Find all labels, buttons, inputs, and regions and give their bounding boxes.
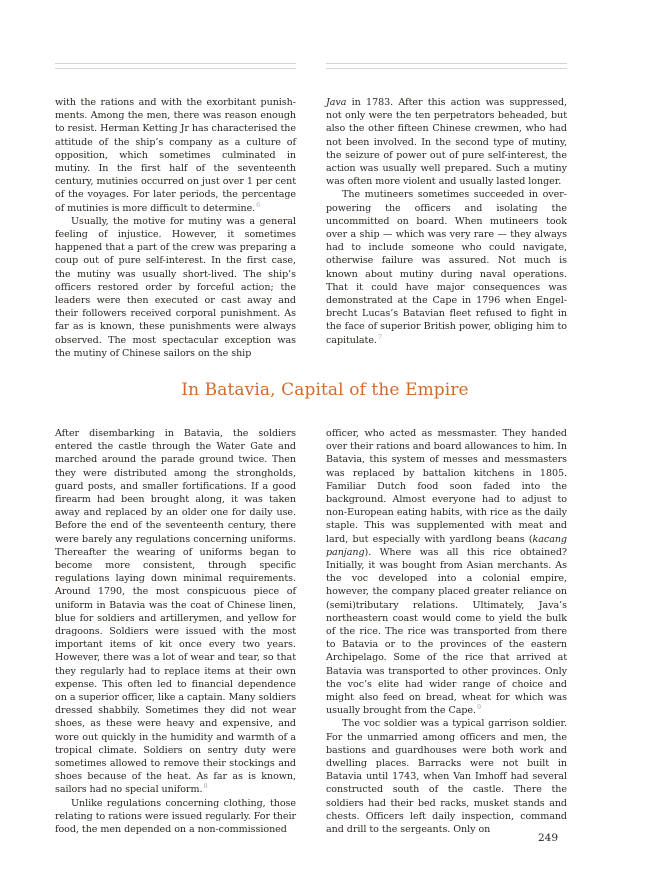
top-rule-right [326,63,567,69]
paragraph: Java in 1783. After this action was suppressed, not only were the ten perpetrators beheaded, but also the other fifteen Chinese crewmen, who had not been involved. In the second type of mutiny, the seizure of power out of pure self-interest, the action was usually well prepared. Such a mutiny was often more violent and usually lasted longer. [326,97,567,188]
paragraph: with the rations and with the exorbitant punishments. Among the men, there was reason enough to resist. Herman Ketting Jr has characterised the attitude of the ship’s company as a culture of opposition, which sometimes culminated in mutiny. In the first half of the seventeenth century, mutinies occurred on just over 1 per cent of the voyages. For later periods, the percentage of mutinies is more difficult to determine.$^6$ [55,97,296,214]
paragraph: After disembarking in Batavia, the soldiers entered the castle through the Water Gate and marched around the parade ground twice. Then they were distributed among the strongholds, guard posts, and smaller fortifications. If a good firearm had been brought along, it was taken away and replaced by an older one for daily use. Before the end of the seventeenth century, there were barely any regulations concerning uniforms. Thereafter the wearing of uniforms began to become more consistent, through specific regulations laying down minimal requirements. Around 1790, the most conspicuous piece of uniform in Batavia was the coat of Chinese linen, blue for soldiers and artillerymen, and yellow for dragoons. Soldiers were issued with the most important items of kit once every two years. However, there was a lot of wear and tear, so that they regularly had to replace items at their own expense. This often led to financial dependence on a superior officer, like a captain. Many soldiers dressed shabbily. Sometimes they did not wear shoes, as these were heavy and expensive, and wore out quickly in the humidity and warmth of a tropical climate. Soldiers on sentry duty were sometimes allowed to remove their stockings and shoes because of the heat. As far as is known, sailors had no special uniform.$^8$ [55,428,296,796]
ship-name: Java [326,97,347,108]
bottom-right-column [326,427,567,836]
paragraph: Usually, the motive for mutiny was a general feeling of injustice. However, it sometimes happened that a part of the crew was preparing a coup out of pure self-interest. In the first case, the mutiny was usually short-lived. The ship’s officers restored order by forceful action; the leaders were then executed or cast away and their followers received corporal punishment. As far as is known, these punishments were always observed. The most spectacular exception was the mutiny of Chinese sailors on the ship [55,215,296,359]
footnote-ref[interactable]: 8 [203,782,208,791]
paragraph: officer, who acted as messmaster. They handed over their rations and board allowances to him. In Batavia, this system of messes and messmasters was replaced by battalion kitchens in 1805. Familiar Dutch food soon faded into the background. Almost everyone had to adjust to non-European eating habits, with rice as the daily staple. This was supplemented with meat and lard, but especially with yardlong beans (kacang panjang). Where was all this rice obtained? Initially, it was bought from Asian merchants. As the voc developed into a colonial empire, however, the company placed greater reliance on (semi)tributary relations. Ultimately, Java’s northeastern coast would come to yield the bulk of the rice. The rice was transported from there to Batavia or to the provinces of the eastern Archipelago. Some of the rice that arrived at Batavia was transported to other provinces. Only the voc’s elite had wider range of choice and might also feed on bread, wheat for which was usually brought from the Cape.$^9$ [326,428,567,717]
italic-term: kacang panjang [326,533,567,558]
bottom-left-column [55,427,296,836]
top-rule-left [55,63,296,69]
footnote-ref[interactable]: 9 [477,703,482,712]
top-right-column [326,96,567,347]
paragraph: The mutineers sometimes succeeded in overpowering the officers and isolating the uncommitted on board. When mutineers took over a ship — which was very rare — they always had to include someone who could navigate, otherwise failure was assured. Not much is known about mutiny during naval operations. That it could have major consequences was demonstrated at the Cape in 1796 when Engelbrecht Lucas’s Batavian fleet refused to fight in the face of superior British power, obliging him to capitulate.$^7$ [326,189,567,346]
paragraph: The voc soldier was a typical garrison soldier. For the unmarried among officers and men, the bastions and guardhouses were both work and dwelling places. Barracks were not built in Batavia until 1743, when Van Imhoff had several constructed south of the castle. There the soldiers had their bed racks, musket stands and chests. Officers left daily inspection, command and drill to the sergeants. Only on [326,718,567,836]
page-number: 249 [537,832,558,844]
section-heading: In Batavia, Capital of the Empire [181,380,469,400]
paragraph: Unlike regulations concerning clothing, those relating to rations were issued regularly. For their food, the men depended on a non-commissioned [55,797,296,836]
top-left-column [55,96,296,360]
footnote-ref[interactable]: 7 [377,332,382,341]
footnote-ref[interactable]: 6 [256,200,261,209]
